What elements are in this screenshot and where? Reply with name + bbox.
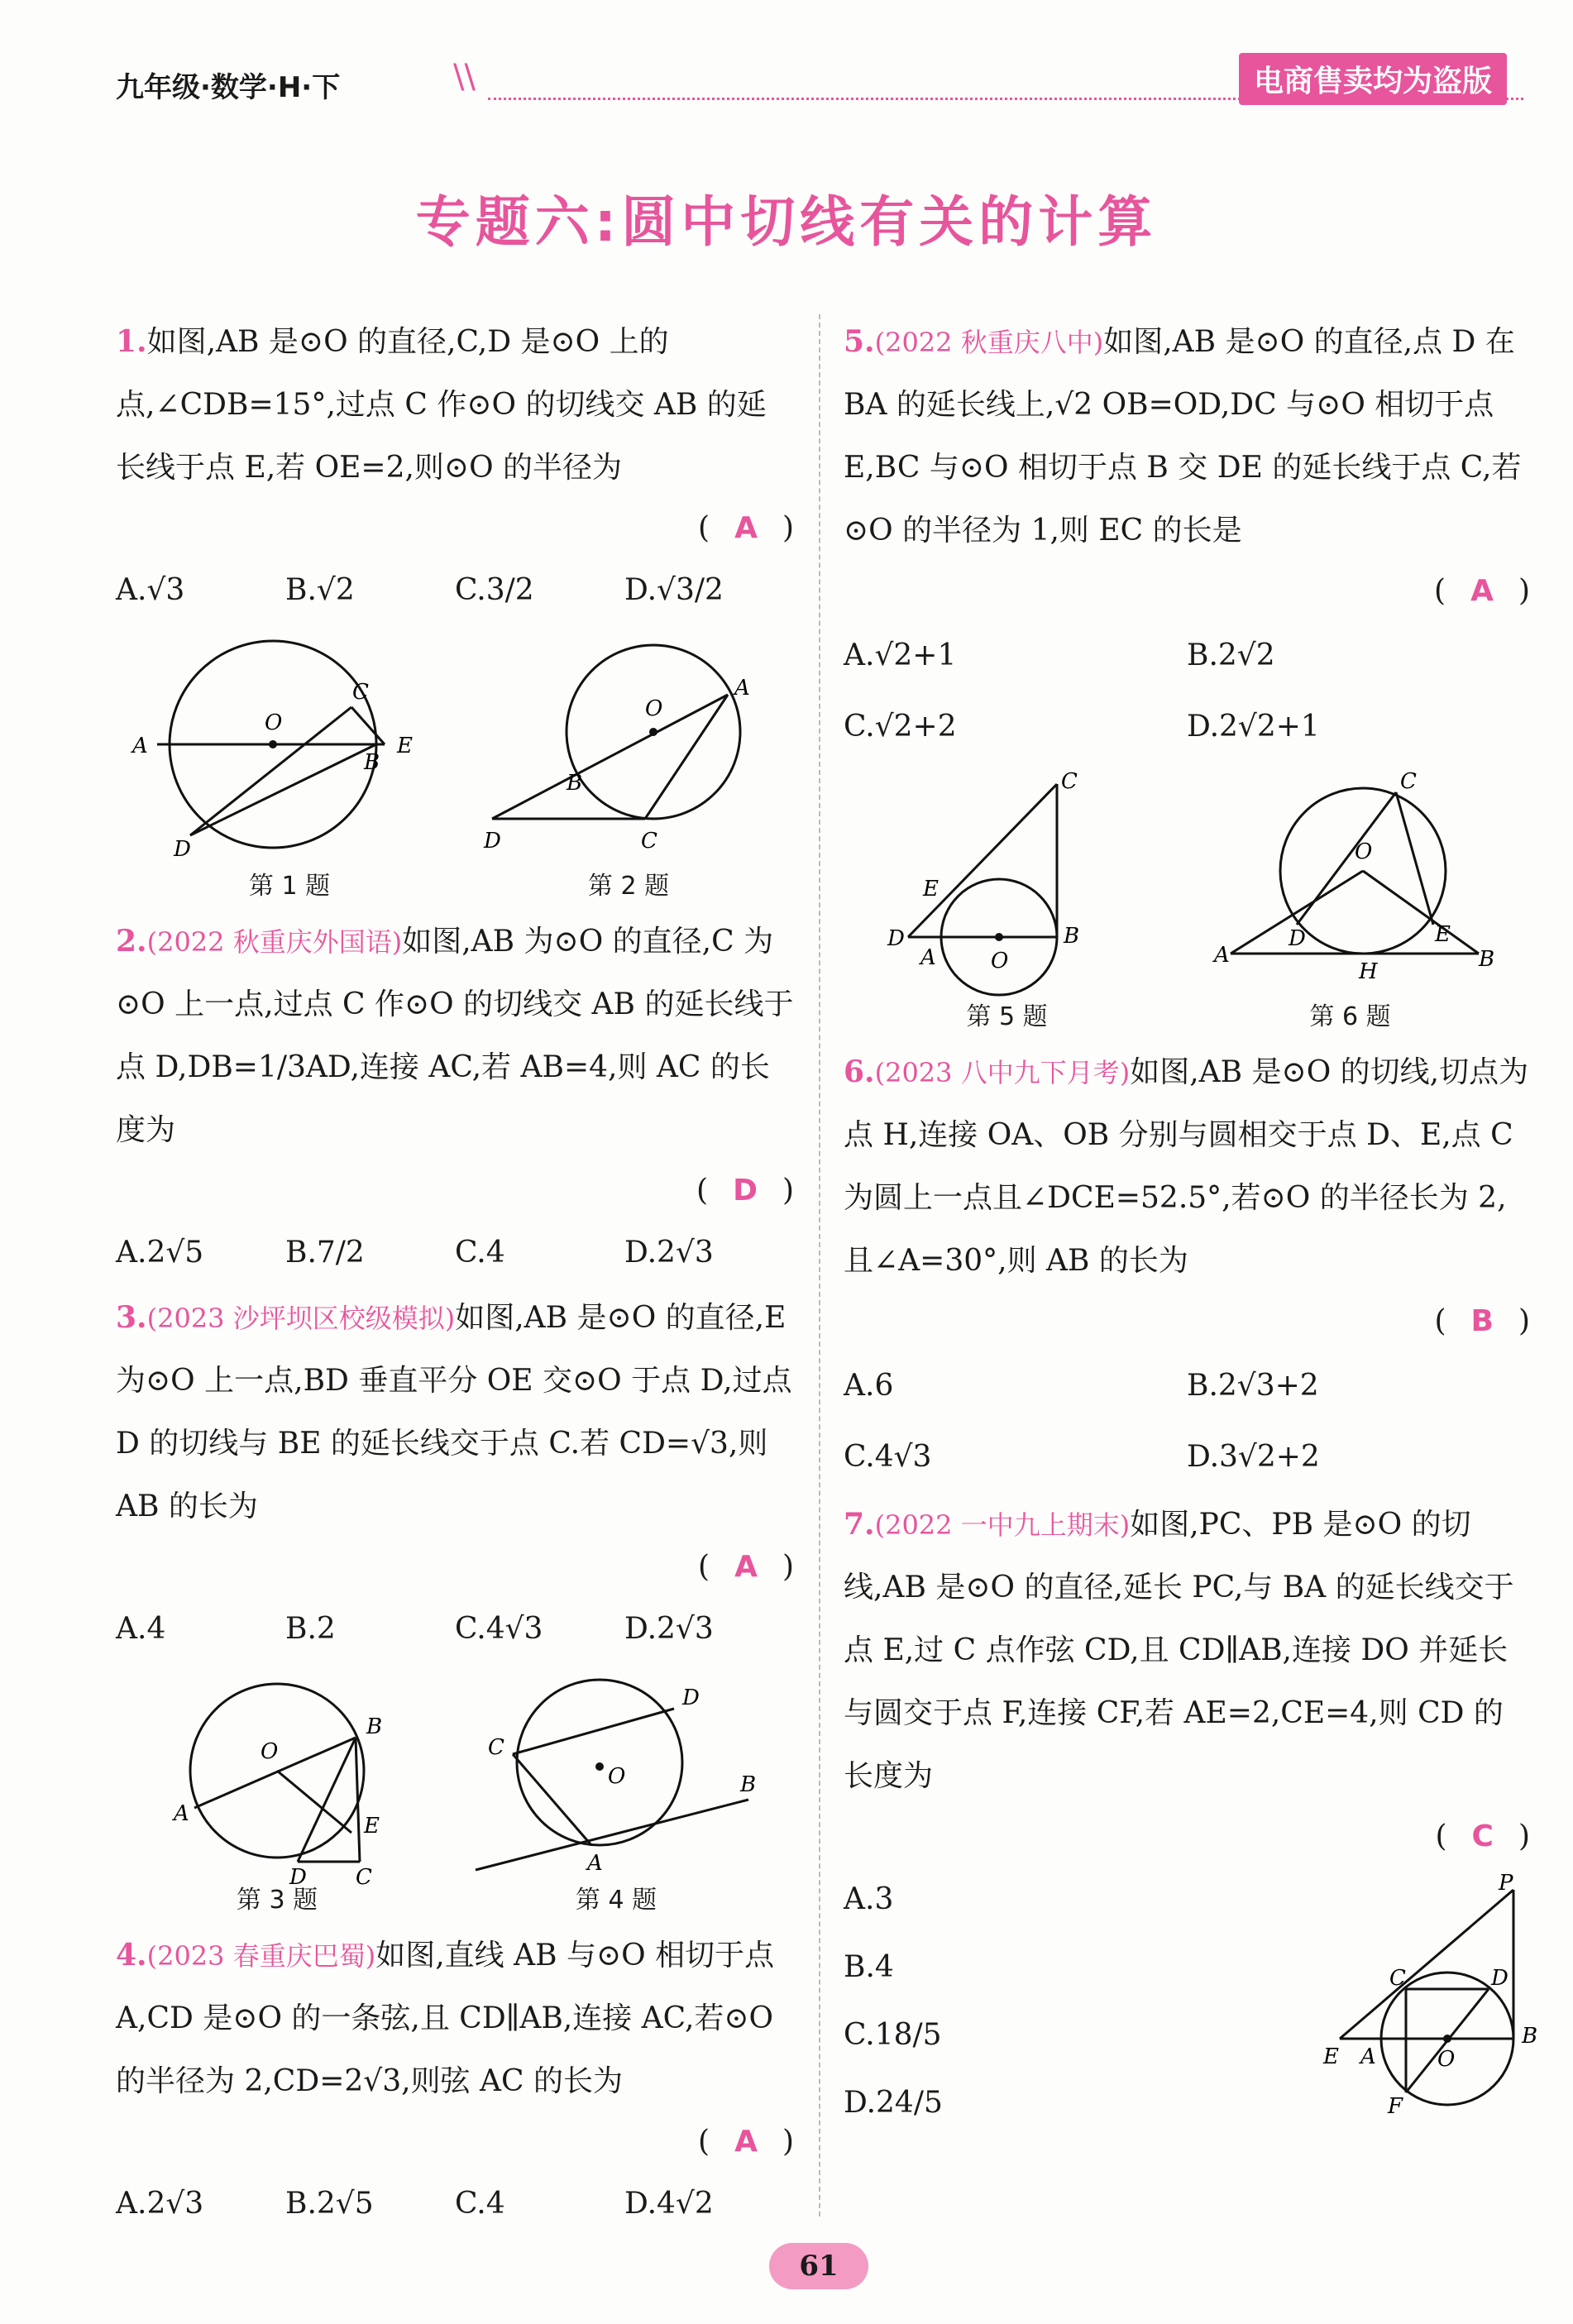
question-number: 2. xyxy=(116,924,147,959)
question-number: 5. xyxy=(844,324,875,359)
answer-line: ( A ) xyxy=(698,2125,794,2159)
fig-label: D xyxy=(682,1686,700,1710)
fig-label: P xyxy=(1499,1871,1513,1896)
fig-label: A xyxy=(132,734,148,758)
answer-line: ( B ) xyxy=(1434,1304,1530,1338)
question-5 xyxy=(844,310,1530,562)
option-c: C.18/5 xyxy=(844,2018,942,2052)
answer: A xyxy=(734,1550,758,1584)
option-a: A.6 xyxy=(844,1369,894,1403)
question-source: (2023 八中九下月考) xyxy=(874,1057,1131,1088)
fig-label: O xyxy=(608,1764,626,1789)
option-c: C.4 xyxy=(455,2187,505,2221)
figure-caption: 第 4 题 xyxy=(575,1886,657,1915)
options xyxy=(844,1351,1530,1493)
fig-label: C xyxy=(356,1865,372,1890)
fig-label: B xyxy=(740,1772,757,1797)
question-number: 3. xyxy=(116,1300,147,1335)
answer: D xyxy=(733,1174,758,1207)
figures-1-2 xyxy=(116,637,794,901)
answer-line: ( A ) xyxy=(698,1550,794,1584)
option-b: B.4 xyxy=(844,1950,894,1984)
question-source: (2023 沙坪坝区校级模拟) xyxy=(146,1303,456,1334)
question-number: 1. xyxy=(116,324,147,359)
option-a: A.4 xyxy=(116,1612,166,1646)
fig-label: C xyxy=(488,1735,504,1760)
options xyxy=(844,620,1530,763)
header-badge: 电商售卖均为盗版 xyxy=(1239,53,1507,105)
fig-label: C xyxy=(1060,769,1078,794)
figures-3-4 xyxy=(116,1676,794,1915)
option-b: B.√2 xyxy=(285,573,355,607)
fig-label: O xyxy=(645,696,663,721)
option-d: D.3√2+2 xyxy=(1187,1440,1320,1474)
page-number: 61 xyxy=(769,2243,868,2289)
question-2 xyxy=(116,910,794,1162)
question-text: 如图,AB 是⊙O 的直径,E 为⊙O 上一点,BD 垂直平分 OE 交⊙O 于点 D,过点 D 的切线与 BE 的延长线交于点 C.若 CD=√3,则 AB 的长为 xyxy=(116,1301,792,1523)
option-d: D.2√3 xyxy=(624,1236,714,1270)
option-a: A.2√5 xyxy=(116,1236,204,1270)
fig-label: A xyxy=(587,1851,603,1876)
figure-caption: 第 3 题 xyxy=(236,1886,318,1915)
fig-label: O xyxy=(261,1739,279,1764)
column-divider xyxy=(819,314,820,2216)
option-d: D.√3/2 xyxy=(624,573,724,607)
figure-caption: 第 5 题 xyxy=(966,1002,1048,1031)
fig-label: E xyxy=(922,877,939,901)
fig-label: D xyxy=(289,1865,307,1890)
question-source: (2022 一中九上期末) xyxy=(874,1509,1131,1541)
option-b: B.7/2 xyxy=(285,1236,365,1270)
option-b: B.2√5 xyxy=(285,2187,374,2221)
option-a: A.3 xyxy=(844,1882,894,1916)
fig-label: A xyxy=(1360,2044,1376,2069)
figure-caption: 第 1 题 xyxy=(248,872,331,901)
fig-label: C xyxy=(641,829,657,854)
question-text: 如图,AB 是⊙O 的直径,C,D 是⊙O 上的点,∠CDB=15°,过点 C 作⊙O 的切线交 AB 的延长线于点 E,若 OE=2,则⊙O 的半径为 xyxy=(116,325,767,485)
question-text: 如图,直线 AB 与⊙O 相切于点 A,CD 是⊙O 的一条弦,且 CD∥AB,连接 AC,若⊙O 的半径为 2,CD=2√3,则弦 AC 的长为 xyxy=(116,1939,775,2098)
fig-label: O xyxy=(1354,839,1372,864)
question-text: 如图,AB 是⊙O 的直径,点 D 在 BA 的延长线上,√2 OB=OD,DC 与⊙O 相切于点 E,BC 与⊙O 相切于点 B 交 DE 的延长线于点 C,若⊙O 的半径为 1,则 EC 的长是 xyxy=(844,325,1522,548)
answer: C xyxy=(1471,1820,1494,1853)
figure-caption: 第 6 题 xyxy=(1309,1002,1391,1031)
figure-6 xyxy=(1210,769,1494,1032)
option-d: D.2√2+1 xyxy=(1187,710,1320,744)
options xyxy=(116,1220,794,1286)
fig-label: D xyxy=(174,837,191,862)
page-title: 专题六:圆中切线有关的计算 xyxy=(415,190,1158,254)
option-b: B.2 xyxy=(285,1612,336,1646)
question-6 xyxy=(844,1040,1530,1293)
question-source: (2022 秋重庆八中) xyxy=(874,327,1104,358)
answer-line: ( A ) xyxy=(698,511,794,545)
fig-label: C xyxy=(1389,1966,1406,1991)
fig-label: B xyxy=(1063,924,1079,949)
answer-line: ( C ) xyxy=(1435,1820,1530,1853)
question-source: (2022 秋重庆外国语) xyxy=(146,926,403,958)
fig-label: C xyxy=(1399,769,1417,794)
fig-label: O xyxy=(1437,2047,1456,2072)
fig-label: B xyxy=(366,1714,383,1739)
fig-label: E xyxy=(364,1814,380,1839)
question-number: 4. xyxy=(116,1938,147,1973)
fig-label: E xyxy=(1323,2044,1339,2069)
option-a: A.√3 xyxy=(116,573,185,607)
answer: A xyxy=(734,2125,758,2159)
figure-4 xyxy=(476,1676,757,1915)
fig-label: H xyxy=(1358,959,1378,984)
right-column xyxy=(844,310,1530,2137)
figure-7 xyxy=(1323,1871,1547,2121)
fig-label: D xyxy=(1288,926,1306,951)
fig-label: B xyxy=(1478,947,1494,972)
fig-label: O xyxy=(265,710,283,735)
fig-label: D xyxy=(887,926,905,951)
question-text: 如图,AB 是⊙O 的切线,切点为点 H,连接 OA、OB 分别与圆相交于点 D、E,点 C 为圆上一点且∠DCE=52.5°,若⊙O 的半径长为 2,且∠A=30°,则 AB 的长为 xyxy=(844,1055,1529,1278)
figure-5-diagram xyxy=(883,769,1131,991)
figures-5-6 xyxy=(844,769,1530,1032)
options xyxy=(116,2171,794,2237)
header-grade: 九年级·数学·H·下 xyxy=(116,71,341,104)
figure-1 xyxy=(132,637,447,901)
option-d: D.24/5 xyxy=(844,2086,943,2120)
option-c: C.4√3 xyxy=(455,1612,543,1646)
option-a: A.2√3 xyxy=(116,2187,204,2221)
figure-4-diagram xyxy=(476,1676,757,1874)
fig-label: A xyxy=(920,945,936,970)
question-7 xyxy=(844,1493,1530,1808)
figure-1-diagram xyxy=(132,637,447,860)
figure-6-diagram xyxy=(1210,769,1494,991)
fig-label: A xyxy=(1213,943,1230,968)
options xyxy=(116,557,794,624)
left-column xyxy=(116,310,794,2237)
figure-3 xyxy=(153,1676,401,1915)
figure-3-diagram xyxy=(153,1676,401,1890)
question-number: 7. xyxy=(844,1507,875,1542)
figure-caption: 第 2 题 xyxy=(587,872,670,901)
question-text: 如图,PC、PB 是⊙O 的切线,AB 是⊙O 的直径,延长 PC,与 BA 的延长线交于点 E,过 C 点作弦 CD,且 CD∥AB,连接 DO 并延长与圆交于点 F,连接 CF,若 AE=2,CE=4,则 CD 的长度为 xyxy=(844,1508,1514,1793)
fig-label: C xyxy=(352,680,369,705)
answer: B xyxy=(1470,1304,1494,1338)
option-c: C.√2+2 xyxy=(844,710,957,744)
options xyxy=(116,1596,794,1662)
option-b: B.2√2 xyxy=(1187,638,1275,672)
fig-label: E xyxy=(1434,922,1451,947)
question-1 xyxy=(116,310,794,500)
figure-7-diagram xyxy=(1323,1871,1547,2119)
fig-label: E xyxy=(397,734,413,758)
question-4 xyxy=(116,1924,794,2113)
fig-label: B xyxy=(567,771,583,796)
question-3 xyxy=(116,1286,794,1538)
figure-2-diagram xyxy=(480,637,777,860)
fig-label: O xyxy=(990,949,1008,973)
figure-2 xyxy=(480,637,777,901)
option-c: C.4√3 xyxy=(844,1440,932,1474)
answer-line: ( D ) xyxy=(696,1174,794,1207)
fig-label: D xyxy=(1491,1966,1508,1991)
fig-label: B xyxy=(364,750,380,775)
fig-label: F xyxy=(1388,2094,1403,2119)
question-number: 6. xyxy=(844,1054,875,1089)
option-c: C.4 xyxy=(455,1236,505,1270)
fig-label: B xyxy=(1522,2024,1538,2049)
answer: A xyxy=(734,511,758,545)
fig-label: D xyxy=(484,829,501,854)
header-slash-decoration: \\ xyxy=(453,58,476,96)
option-b: B.2√3+2 xyxy=(1187,1369,1319,1403)
option-d: D.2√3 xyxy=(624,1612,714,1646)
option-a: A.√2+1 xyxy=(844,638,957,672)
option-d: D.4√2 xyxy=(624,2187,714,2221)
answer: A xyxy=(1470,574,1494,608)
answer-line: ( A ) xyxy=(1434,574,1530,608)
option-c: C.3/2 xyxy=(455,573,534,607)
question-text: 如图,AB 为⊙O 的直径,C 为⊙O 上一点,过点 C 作⊙O 的切线交 AB 的延长线于点 D,DB=1/3AD,连接 AC,若 AB=4,则 AC 的长度为 xyxy=(116,925,794,1147)
fig-label: A xyxy=(734,676,750,701)
fig-label: A xyxy=(174,1801,189,1826)
figure-5 xyxy=(883,769,1131,1032)
question-source: (2023 春重庆巴蜀) xyxy=(146,1940,376,1972)
